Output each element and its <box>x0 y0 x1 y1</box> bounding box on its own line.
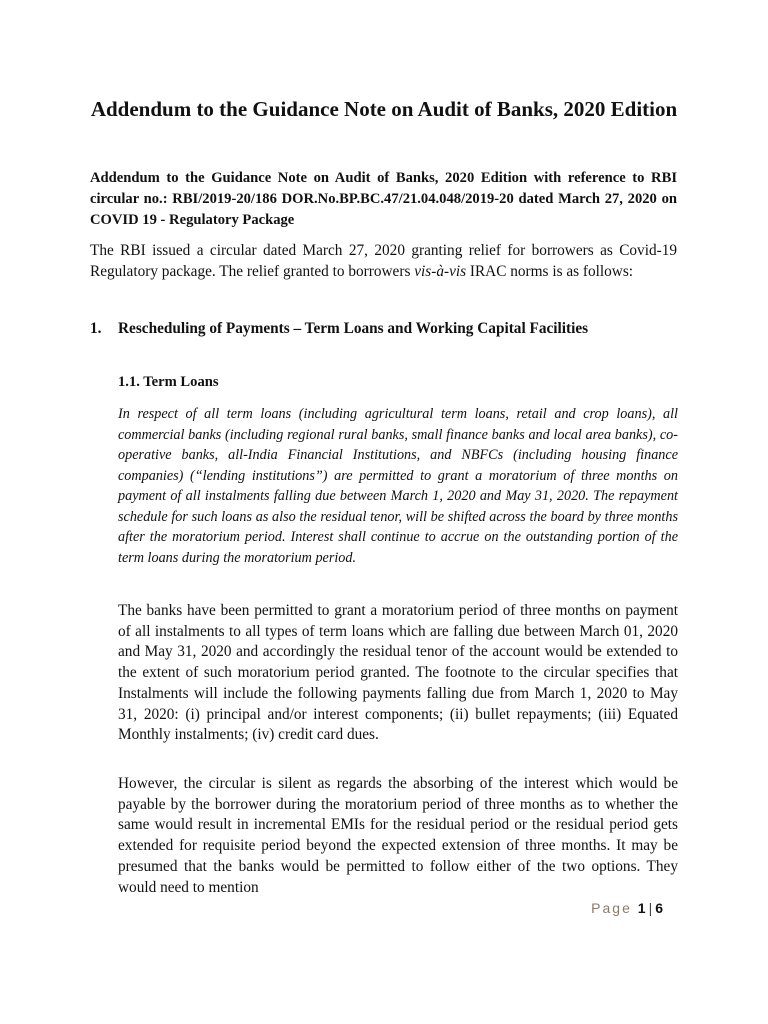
section-heading <box>90 318 677 340</box>
page-label: Page <box>591 900 632 916</box>
total-pages: 6 <box>655 900 663 916</box>
document-title: Addendum to the Guidance Note on Audit of Banks, 2020 Edition <box>90 97 678 121</box>
intro-emphasis: vis-à-vis <box>414 263 467 280</box>
section-number: 1. <box>90 320 102 337</box>
intro-paragraph <box>90 240 677 282</box>
page-separator: | <box>648 900 653 916</box>
document-subheading: Addendum to the Guidance Note on Audit of Banks, 2020 Edition with reference to RBI circular no.: RBI/2019-20/186 DOR.No.BP.BC.47/21.04.048/2019-20 dated March 27, 2020 on COVID 19 - Regulatory Package <box>90 170 677 228</box>
page-footer <box>591 900 663 916</box>
body-paragraph-1: The banks have been permitted to grant a moratorium period of three months on payment of all instalments to all types of term loans which are falling due between March 01, 2020 and May 31, 2020 and accordingly the residual tenor of the account would be extended to the extent of such moratorium period granted. The footnote to the circular specifies that Instalments will include the following payments falling due from March 1, 2020 to May 31, 2020: (i) principal and/or interest components; (ii) bullet repayments; (iii) Equated Monthly instalments; (iv) credit card dues. <box>118 602 678 744</box>
quoted-circular-text: In respect of all term loans (including agricultural term loans, retail and crop loans), all commercial banks (including regional rural banks, small finance banks and local area banks), co-operative banks, all-India Financial Institutions, and NBFCs (including housing finance companies) (“lending institutions”) are permitted to grant a moratorium of three months on payment of all instalments falling due between March 1, 2020 and May 31, 2020. The repayment schedule for such loans as also the residual tenor, will be shifted across the board by three months after the moratorium period. Interest shall continue to accrue on the outstanding portion of the term loans during the moratorium period. <box>118 406 678 566</box>
body-paragraph-2: However, the circular is silent as regards the absorbing of the interest which would be payable by the borrower during the moratorium period of three months as to whether the same would result in incremental EMIs for the residual period or the residual period gets extended for requisite period beyond the expected extension of three months. It may be presumed that the banks would be permitted to follow either of the two options. They would need to mention <box>118 775 678 896</box>
intro-text-before: The RBI issued a circular dated March 27, 2020 granting relief for borrowers as Covid-19 Regulatory package. The relief granted to borrowers <box>90 242 677 280</box>
section-title: Rescheduling of Payments – Term Loans and Working Capital Facilities <box>118 320 589 337</box>
page-number: 1 <box>637 900 646 916</box>
subsection-heading: 1.1. Term Loans <box>118 374 219 390</box>
intro-text-after: IRAC norms is as follows: <box>466 263 634 280</box>
